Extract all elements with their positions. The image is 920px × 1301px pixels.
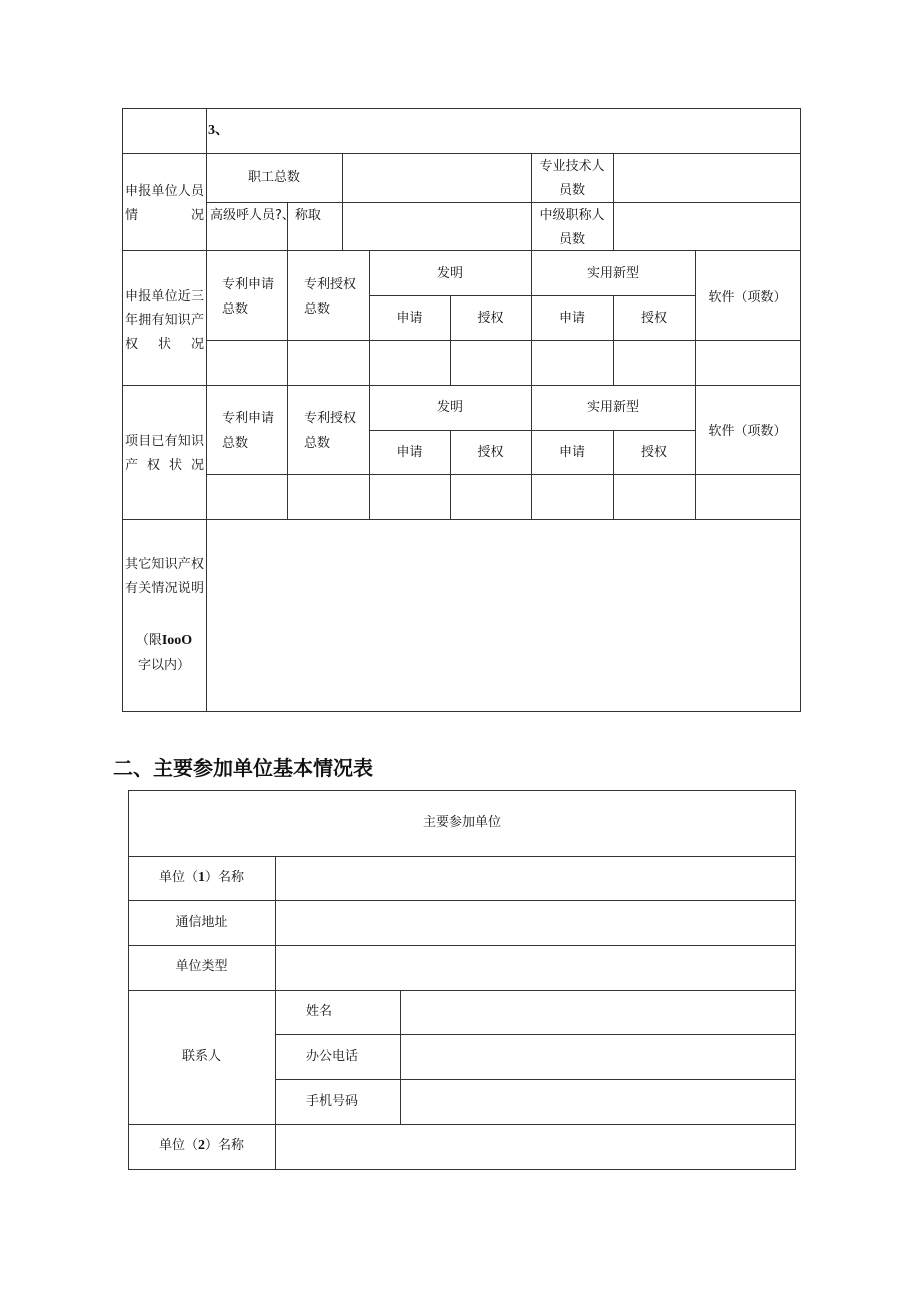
unit1-name-label: 单位（1）名称 <box>158 870 245 885</box>
patent-grant-label: 专利授权 <box>304 277 357 292</box>
invention-apply-label: 申请 <box>396 311 423 326</box>
patent-apply-label: 专利申请 <box>222 277 275 292</box>
professional-tech-label: 专业技术人 <box>539 159 605 174</box>
professional-tech-label-2: 员数 <box>558 183 585 198</box>
contact-name-label: 姓名 <box>306 1004 333 1019</box>
utility-grant-label: 授权 <box>640 311 667 326</box>
invention-label: 发明 <box>436 266 463 281</box>
office-phone-label: 办公电话 <box>306 1049 359 1064</box>
unit-type-label: 单位类型 <box>175 959 228 974</box>
invention-grant-label: 授权 <box>477 311 504 326</box>
project-utility-apply-label: 申请 <box>558 445 585 460</box>
project-invention-apply-label: 申请 <box>396 445 423 460</box>
senior-title-label: 高级呼人员?、称取 <box>210 208 321 223</box>
project-patent-grant-label: 专利授权 <box>304 411 357 426</box>
address-label: 通信地址 <box>175 915 228 930</box>
utility-apply-label: 申请 <box>558 311 585 326</box>
mid-title-label: 中级职称人 <box>539 208 605 223</box>
ip-recent-label: 申报单位近三年拥有知识产权状况 <box>125 289 204 352</box>
project-software-label: 软件（项数） <box>708 424 787 439</box>
project-patent-apply-label-2: 总数 <box>222 436 249 451</box>
patent-apply-label-2: 总数 <box>222 302 249 317</box>
ip-project-label: 项目已有知识产权状况 <box>125 434 204 473</box>
section-title: 二、主要参加单位基本情况表 <box>113 756 373 780</box>
project-utility-model-label: 实用新型 <box>586 400 639 415</box>
total-staff-label: 职工总数 <box>247 170 300 185</box>
patent-grant-label-2: 总数 <box>304 302 331 317</box>
contact-label: 联系人 <box>181 1049 221 1064</box>
project-invention-label: 发明 <box>436 400 463 415</box>
software-label: 软件（项数） <box>708 290 787 305</box>
mobile-label: 手机号码 <box>306 1094 359 1109</box>
mid-title-label-2: 员数 <box>558 232 585 247</box>
word-limit-note-2: 字以内） <box>137 658 190 673</box>
unit2-name-label: 单位（2）名称 <box>158 1138 245 1153</box>
other-ip-label: 其它知识产权有关情况说明 <box>125 557 204 596</box>
project-patent-apply-label: 专利申请 <box>222 411 275 426</box>
project-utility-grant-label: 授权 <box>640 445 667 460</box>
table2-header: 主要参加单位 <box>422 815 501 830</box>
item-number: 3、 <box>208 123 229 138</box>
personnel-label: 申报单位人员情况 <box>125 184 204 223</box>
project-invention-grant-label: 授权 <box>477 445 504 460</box>
word-limit-note: （限IooO <box>135 633 193 648</box>
utility-model-label: 实用新型 <box>586 266 639 281</box>
project-patent-grant-label-2: 总数 <box>304 436 331 451</box>
